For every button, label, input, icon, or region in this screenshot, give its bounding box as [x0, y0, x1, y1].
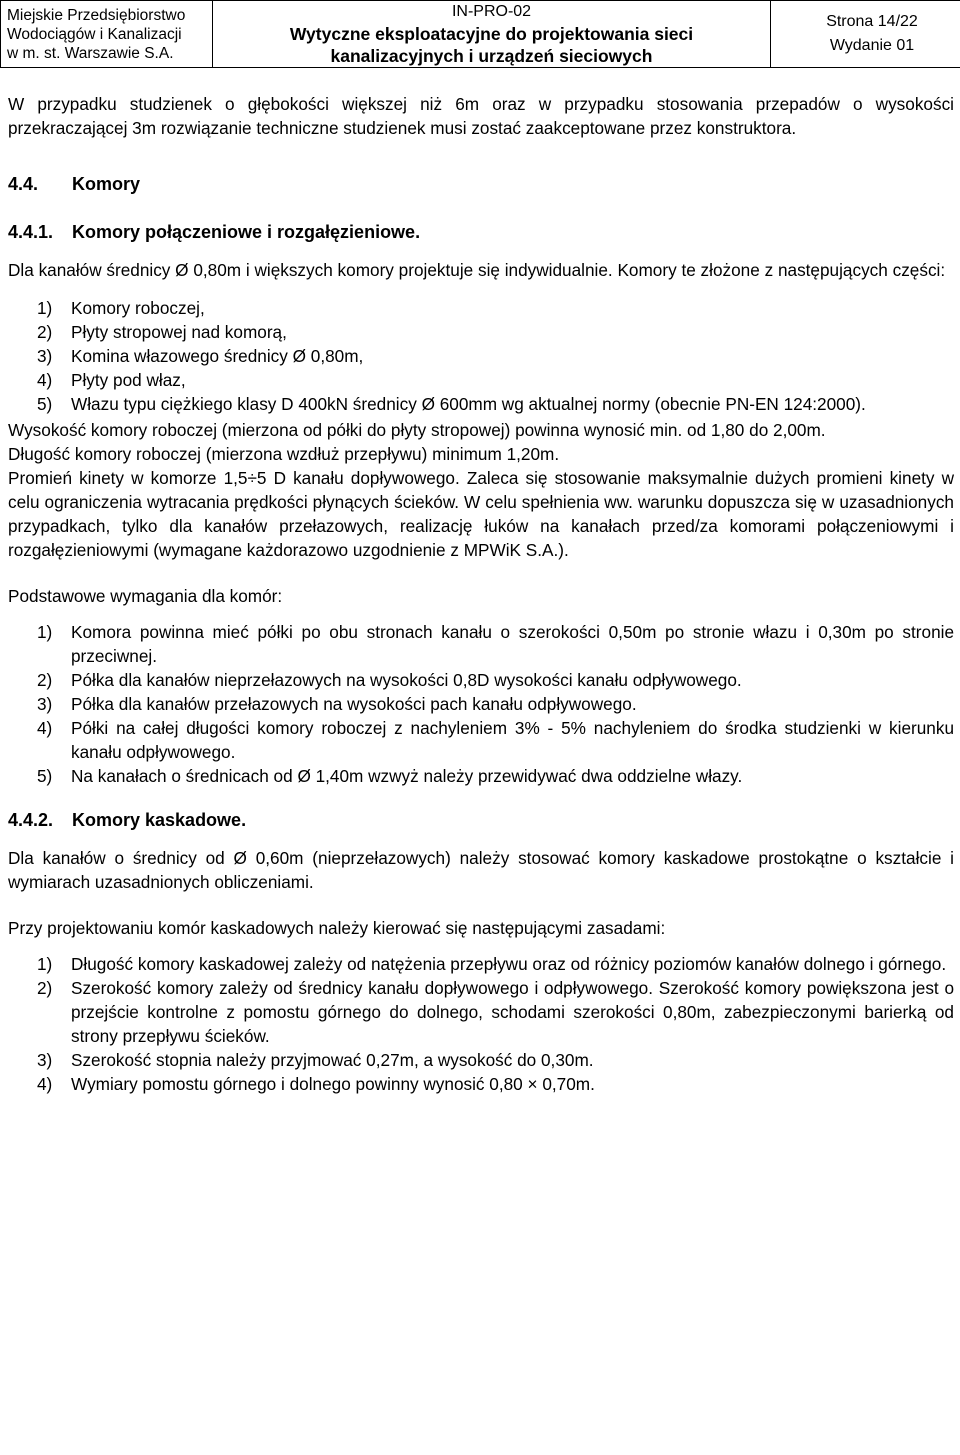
list-item	[8, 764, 954, 788]
section-number: 4.4.	[8, 174, 39, 194]
list-item-number: 1)	[37, 954, 53, 974]
list-item	[8, 392, 954, 416]
org-line-3: w m. st. Warszawie S.A.	[7, 44, 174, 62]
length-paragraph: Długość komory roboczej (mierzona wzdłuż przepływu) minimum 1,20m.	[8, 444, 560, 464]
list-item-text: Płyty stropowej nad komorą,	[71, 322, 287, 342]
header-page-info	[771, 1, 960, 68]
section-title: Komory połączeniowe i rozgałęzieniowe.	[72, 222, 421, 242]
doc-title-line-2: kanalizacyjnych i urządzeń sieciowych	[330, 46, 653, 66]
list-item-text: Na kanałach o średnicach od Ø 1,40m wzwyż należy przewidywać dwa oddzielne włazy.	[71, 766, 743, 786]
cascade-rules-intro: Przy projektowaniu komór kaskadowych należy kierować się następującymi zasadami:	[8, 918, 666, 938]
list-item-number: 3)	[37, 694, 53, 714]
list-item	[8, 716, 954, 764]
list-item-text: Wymiary pomostu górnego i dolnego powinny wynosić 0,80 × 0,70m.	[71, 1074, 595, 1094]
list-item	[8, 368, 954, 392]
list-item	[8, 952, 954, 976]
section-number: 4.4.2.	[8, 810, 54, 830]
section-4-4-1-intro: Dla kanałów średnicy Ø 0,80m i większych komory projektuje się indywidualnie. Komory te złożone z następujących części:	[8, 260, 946, 280]
list-item-number: 2)	[37, 670, 53, 690]
requirements-intro: Podstawowe wymagania dla komór:	[8, 586, 283, 606]
list-item-number: 2)	[37, 322, 53, 342]
page-number: Strona 14/22	[826, 13, 918, 30]
list-item-text: Półki na całej długości komory roboczej z nachyleniem 3% - 5% nachyleniem do środka studzienki w kierunku kanału odpływowego.	[71, 718, 954, 762]
list-item-number: 1)	[37, 622, 53, 642]
section-4-4-2-intro: Dla kanałów o średnicy od Ø 0,60m (nieprzełazowych) należy stosować komory kaskadowe prostokątne o kształcie i wymiarach uzasadnionych obliczeniami.	[8, 848, 954, 892]
list-item-text: Komina włazowego średnicy Ø 0,80m,	[71, 346, 364, 366]
list-item-number: 5)	[37, 394, 53, 414]
list-item-text: Szerokość komory zależy od średnicy kanału dopływowego i odpływowego. Szerokość komory powiększona jest o przejście kontrolne z pomostu górnego do dolnego, schodami szerokości 0,80m, zabezpieczonymi barierką od strony przepływu ścieków.	[71, 978, 954, 1046]
height-paragraph: Wysokość komory roboczej (mierzona od półki do płyty stropowej) powinna wynosić min. od 1,80 do 2,00m.	[8, 420, 826, 440]
list-item-text: Długość komory kaskadowej zależy od natężenia przepływu oraz od różnicy poziomów kanałów dolnego i górnego.	[71, 954, 947, 974]
list-item-number: 3)	[37, 346, 53, 366]
list-item-number: 4)	[37, 718, 53, 738]
list-item-text: Komora powinna mieć półki po obu stronach kanału o szerokości 0,50m po stronie włazu i 0,30m po stronie przeciwnej.	[71, 622, 954, 666]
list-item	[8, 692, 954, 716]
list-item-number: 2)	[37, 978, 53, 998]
list-item-number: 4)	[37, 1074, 53, 1094]
page-header	[0, 0, 960, 68]
list-item-text: Włazu typu ciężkiego klasy D 400kN średnicy Ø 600mm wg aktualnej normy (obecnie PN-EN 124:2000).	[71, 394, 866, 414]
org-line-1: Miejskie Przedsiębiorstwo	[7, 6, 186, 24]
header-document-info	[213, 1, 771, 68]
section-heading-4-4-1	[8, 220, 954, 244]
org-line-2: Wodociągów i Kanalizacji	[7, 25, 182, 43]
list-item	[8, 344, 954, 368]
list-item	[8, 668, 954, 692]
list-item-text: Półka dla kanałów przełazowych na wysokości pach kanału odpływowego.	[71, 694, 637, 714]
list-item-number: 1)	[37, 298, 53, 318]
section-heading-4-4-2	[8, 808, 954, 832]
edition: Wydanie 01	[829, 37, 915, 54]
page-content	[8, 92, 954, 1096]
list-item-number: 4)	[37, 370, 53, 390]
doc-title-line-1: Wytyczne eksploatacyjne do projektowania sieci	[289, 24, 694, 44]
list-item	[8, 320, 954, 344]
chamber-parts-list	[8, 296, 954, 416]
section-heading-4-4	[8, 172, 954, 196]
list-item	[8, 1048, 954, 1072]
section-title: Komory kaskadowe.	[72, 810, 247, 830]
section-title: Komory	[72, 174, 141, 194]
list-item	[8, 296, 954, 320]
list-item-text: Płyty pod właz,	[71, 370, 186, 390]
section-number: 4.4.1.	[8, 222, 54, 242]
list-item	[8, 620, 954, 668]
list-item-number: 3)	[37, 1050, 53, 1070]
list-item-text: Komory roboczej,	[71, 298, 205, 318]
cascade-rules-list	[8, 952, 954, 1096]
requirements-list	[8, 620, 954, 788]
radius-paragraph: Promień kinety w komorze 1,5÷5 D kanału dopływowego. Zaleca się stosowanie maksymalnie dużych promieni kinety w celu ograniczenia wytracania prędkości płynących ścieków. W celu spełnienia ww. warunku dopuszcza się w uzasadnionych przypadkach, tylko dla kanałów przełazowych, realizację łuków na kanałach przed/za komorami połączeniowymi i rozgałęzieniowymi (wymagane każdorazowo uzgodnienie z MPWiK S.A.).	[8, 468, 954, 560]
list-item	[8, 976, 954, 1048]
doc-code: IN-PRO-02	[451, 3, 532, 20]
header-organization	[1, 1, 213, 68]
list-item-number: 5)	[37, 766, 53, 786]
list-item-text: Półka dla kanałów nieprzełazowych na wysokości 0,8D wysokości kanału odpływowego.	[71, 670, 742, 690]
list-item-text: Szerokość stopnia należy przyjmować 0,27m, a wysokość do 0,30m.	[71, 1050, 594, 1070]
list-item	[8, 1072, 954, 1096]
intro-paragraph: W przypadku studzienek o głębokości większej niż 6m oraz w przypadku stosowania przepadów o wysokości przekraczającej 3m rozwiązanie techniczne studzienek musi zostać zaakceptowane przez konstruktora.	[8, 94, 954, 138]
